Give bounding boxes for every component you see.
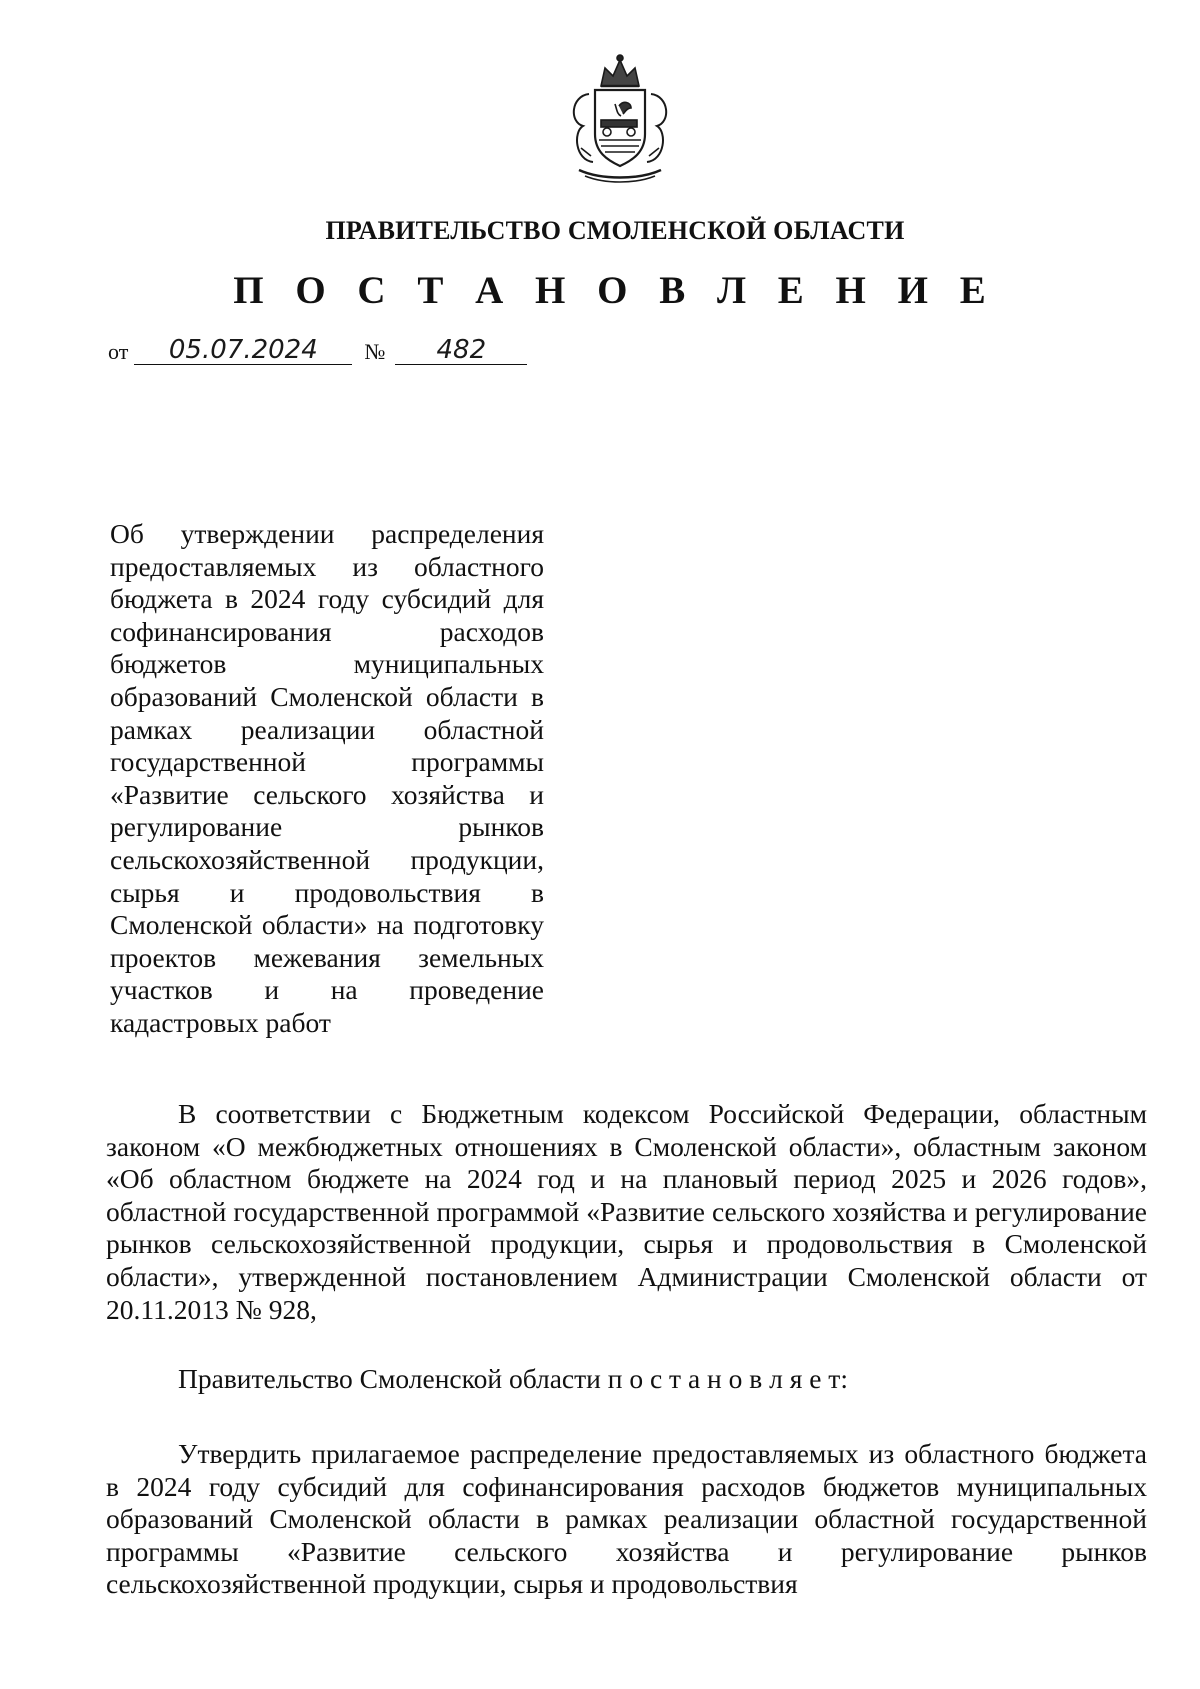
number-label: №: [364, 339, 386, 364]
title-text: Об утверждении распределения предоставляемых из областного бюджета в 2024 году субсидий для софинансирования расходов бюджетов муниципальных образований Смоленской области в рамках реализации областной государственной программы «Развитие сельского хозяйства и регулирование рынков сельскохозяйственной продукции, сырья и продовольствия в Смоленской области» на подготовку проектов межевания земельных участков и на проведение кадастровых работ: [110, 518, 544, 1038]
item-paragraph: Утвердить прилагаемое распределение предоставляемых из областного бюджета в 2024 году субсидий для софинансирования расходов бюджетов муниципальных образований Смоленской области в рамках реализации областной государственной программы «Развитие сельского хозяйства и регулирование рынков сельскохозяйственной продукции, сырья и продовольствия: [106, 1438, 1147, 1600]
date-prefix: от: [108, 339, 129, 364]
resolves-paragraph: [106, 1363, 1147, 1396]
document-title: [110, 518, 544, 1040]
coat-of-arms-icon: [561, 52, 679, 184]
date-number-line: [108, 336, 527, 365]
handwritten-date: 05.07.2024: [134, 336, 352, 365]
handwritten-number: 482: [395, 336, 527, 365]
authority-name: ПРАВИТЕЛЬСТВО СМОЛЕНСКОЙ ОБЛАСТИ: [325, 216, 905, 245]
resolves-subject: Правительство Смоленской области: [178, 1363, 601, 1394]
document-type: П О С Т А Н О В Л Е Н И Е: [233, 269, 997, 312]
resolves-verb: п о с т а н о в л я е т:: [607, 1363, 848, 1394]
preamble-paragraph: В соответствии с Бюджетным кодексом Российской Федерации, областным законом «О межбюджетных отношениях в Смоленской области», областным законом «Об областном бюджете на 2024 год и на плановый период 2025 и 2026 годов», областной государственной программой «Развитие сельского хозяйства и регулирование рынков сельскохозяйственной продукции, сырья и продовольствия в Смоленской области», утвержденной постановлением Администрации Смоленской области от 20.11.2013 № 928,: [106, 1098, 1147, 1325]
